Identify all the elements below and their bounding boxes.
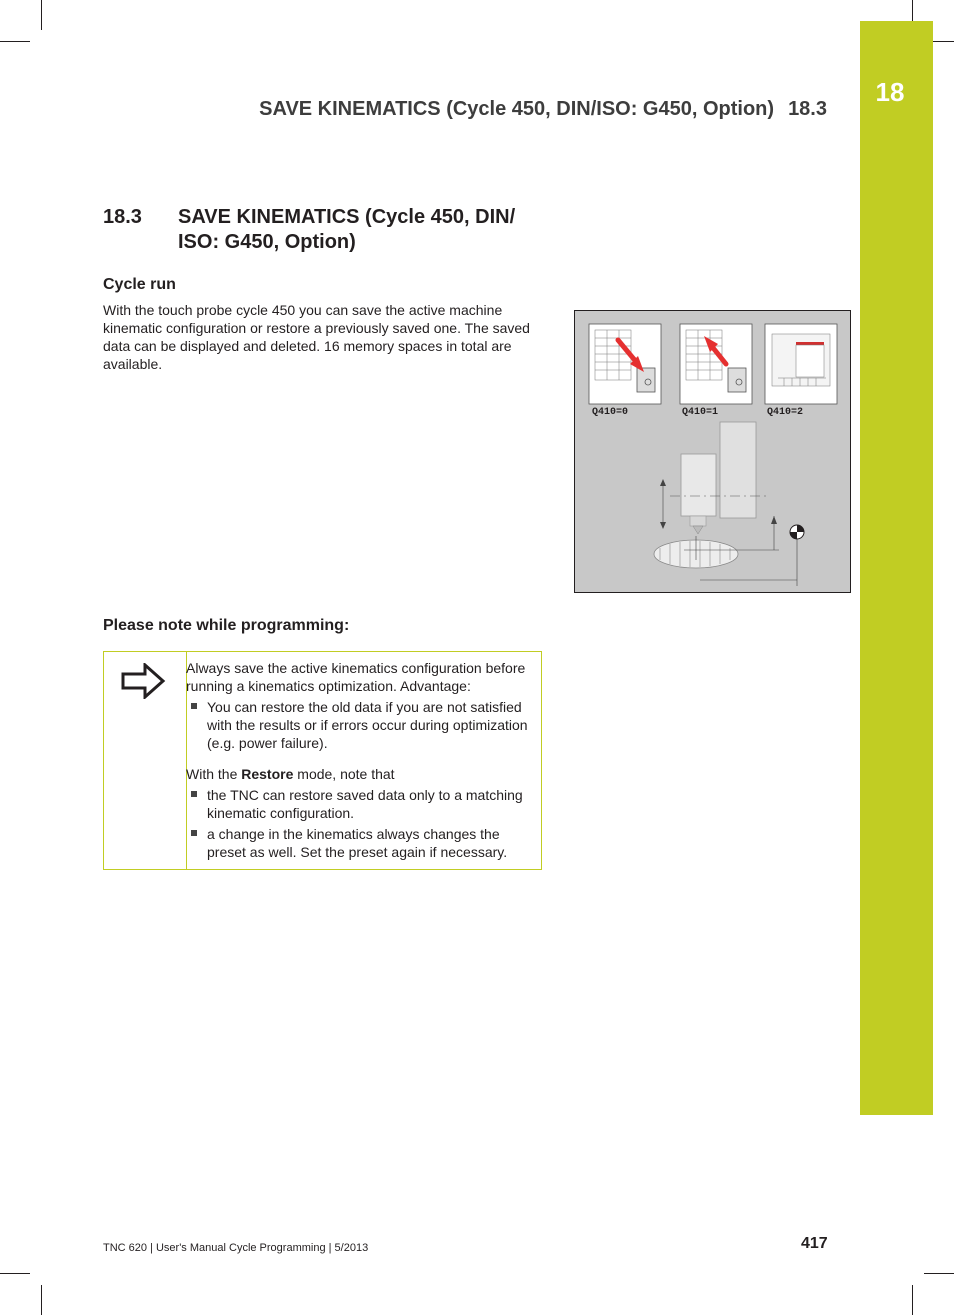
restore-keyword: Restore [241,766,294,782]
arrow-right-icon [121,663,167,699]
note-heading: Please note while programming: [103,617,350,634]
crop-mark [0,41,30,42]
cycle-run-text: With the touch probe cycle 450 you can save the active machine kinematic configuration or restore a previously saved one. The saved data can be displayed and deleted. 16 memory spaces in total are available. [103,302,530,372]
page-number: 417 [801,1235,828,1252]
list-item: You can restore the old data if you are not satisfied with the results or if errors occur during optimization (e.g. power failure). [186,698,535,752]
crop-mark [924,1273,954,1274]
note-body [186,659,535,864]
footer-text: TNC 620 | User's Manual Cycle Programming | 5/2013 [103,1242,369,1254]
note-restore-line: With the Restore mode, note that [186,766,395,782]
machine-column [720,422,756,518]
cycle-figure [574,310,851,593]
note-box [103,651,542,870]
running-header [259,98,827,121]
figure-label-save: Q410=0 [592,407,629,418]
figure-label-display: Q410=2 [767,407,804,418]
chapter-tab [860,21,933,1115]
section-title: SAVE KINEMATICS (Cycle 450, DIN/ ISO: G450, Option) [178,206,516,253]
running-header-title: SAVE KINEMATICS (Cycle 450, DIN/ISO: G450, Option) [259,98,775,120]
chapter-number: 18 [875,77,905,107]
note-list-1 [186,698,535,752]
section-heading [103,205,543,255]
list-item: the TNC can restore saved data only to a matching kinematic configuration. [186,786,535,822]
crop-mark [0,1273,30,1274]
note-intro: Always save the active kinematics configuration before running a kinematics optimization. Advantage: [186,660,526,694]
cycle-run-heading: Cycle run [103,276,176,293]
spindle-head [681,454,716,516]
list-item: a change in the kinematics always changes the preset as well. Set the preset again if necessary. [186,825,535,861]
figure-label-restore: Q410=1 [682,407,719,418]
crop-mark [41,0,42,30]
crop-mark [912,1285,913,1315]
section-number: 18.3 [103,206,142,228]
note-list-2 [186,786,535,861]
running-header-section: 18.3 [788,98,827,120]
crop-mark [41,1285,42,1315]
